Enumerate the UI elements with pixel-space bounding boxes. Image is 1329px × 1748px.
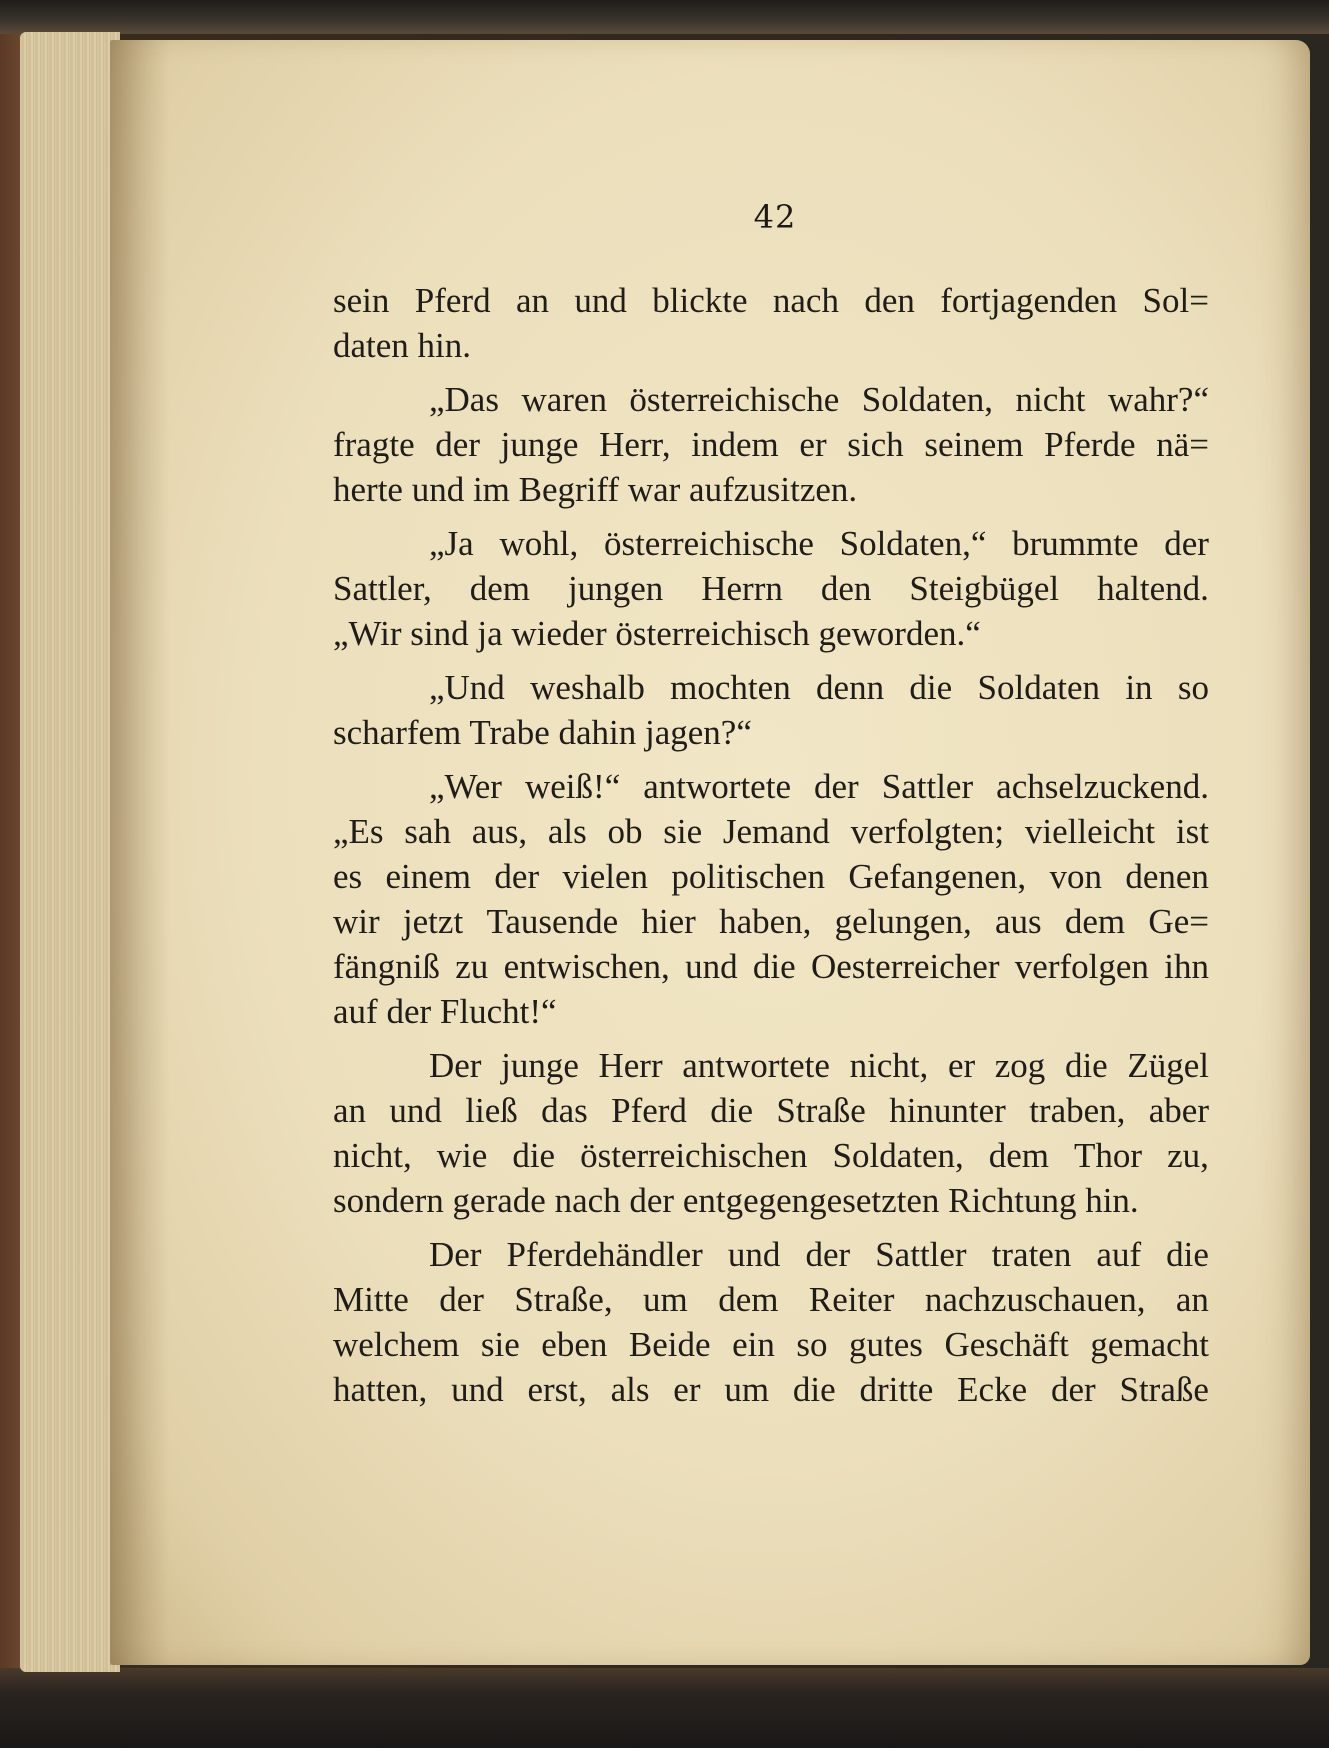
text-line [333, 809, 1209, 854]
word: zu, [1167, 1136, 1209, 1175]
word: als [610, 1370, 650, 1409]
word: Soldaten,“ [839, 524, 987, 563]
word: er [947, 1046, 976, 1085]
text-line: auf der Flucht!“ [333, 992, 557, 1031]
word: Reiter [808, 1280, 895, 1319]
word: Thor [1074, 1136, 1143, 1175]
word: die [1166, 1235, 1209, 1274]
word: um [643, 1280, 688, 1319]
word: welchem [333, 1325, 460, 1364]
word: nach [772, 281, 839, 320]
word: antwortete [682, 1046, 830, 1085]
word: österreichischen [580, 1136, 808, 1175]
word: Geschäft [944, 1325, 1069, 1364]
word: verfolgten; [850, 812, 1005, 851]
word: es [333, 857, 363, 896]
word: der [494, 857, 540, 896]
word: Sol= [1142, 281, 1209, 320]
word: Herrn [701, 569, 783, 608]
word: die [1064, 1046, 1108, 1085]
word: um [724, 1370, 770, 1409]
text-line [333, 854, 1209, 899]
text-line: scharfem Trabe dahin jagen?“ [333, 713, 752, 752]
text-line [333, 422, 1209, 467]
word: achselzuckend. [996, 767, 1209, 806]
word: nicht, [849, 1046, 929, 1085]
word: an [515, 281, 549, 320]
word: ihn [1164, 947, 1209, 986]
word: denn [816, 668, 885, 707]
word: denen [1125, 857, 1209, 896]
text-line [333, 566, 1209, 611]
word: haltend. [1097, 569, 1209, 608]
word: dem [988, 1136, 1050, 1175]
word: aus, [471, 812, 528, 851]
word: Mitte [333, 1280, 409, 1319]
word: nä= [1156, 425, 1209, 464]
word: sie [480, 1325, 520, 1364]
text-line [333, 764, 1209, 809]
word: Tausende [486, 902, 619, 941]
word: brummte [1012, 524, 1139, 563]
word: „Wer [429, 767, 502, 806]
word: entwischen, [503, 947, 670, 986]
text-line [333, 278, 1209, 323]
word: die [792, 1370, 836, 1409]
word: Soldaten, [861, 380, 994, 419]
word: aber [1148, 1091, 1209, 1130]
word: weshalb [530, 668, 645, 707]
word: Sattler, [333, 569, 432, 608]
word: hinunter [889, 1091, 1006, 1130]
word: der [814, 767, 859, 806]
word: „Das [429, 380, 499, 419]
word: dem [469, 569, 530, 608]
word: fragte [333, 425, 415, 464]
word: wie [436, 1136, 488, 1175]
word: die [752, 947, 796, 986]
word: sich [847, 425, 904, 464]
text-line [333, 377, 1209, 422]
word: weiß!“ [525, 767, 621, 806]
word: Pferd [414, 281, 491, 320]
word: dem [1064, 902, 1126, 941]
word: junge [500, 425, 579, 464]
word: nachzuschauen, [924, 1280, 1146, 1319]
word: ob [607, 812, 643, 851]
word: die [512, 1136, 556, 1175]
text-line [333, 665, 1209, 710]
text-line [333, 1367, 1209, 1412]
word: der [1164, 524, 1209, 563]
word: zu [455, 947, 489, 986]
text-line [333, 1277, 1209, 1322]
word: als [547, 812, 587, 851]
word: er [673, 1370, 701, 1409]
word: wir [333, 902, 380, 941]
word: und [451, 1370, 504, 1409]
word: mochten [670, 668, 791, 707]
word: österreichische [629, 380, 840, 419]
word: gelungen, [834, 902, 972, 941]
word: Pferd [611, 1091, 687, 1130]
word: vielleicht [1024, 812, 1156, 851]
word: Beide [628, 1325, 711, 1364]
word: waren [521, 380, 607, 419]
word: das [541, 1091, 588, 1130]
word: Pferdehändler [506, 1235, 703, 1274]
text-line: „Wir sind ja wieder österreichisch geworden.“ [333, 614, 981, 653]
word: Steigbügel [909, 569, 1060, 608]
word: Straße, [514, 1280, 613, 1319]
word: „Ja [429, 524, 474, 563]
word: sie [663, 812, 703, 851]
word: fängniß [333, 947, 440, 986]
word: ließ [465, 1091, 518, 1130]
word: gemacht [1090, 1325, 1209, 1364]
word: Ge= [1148, 902, 1209, 941]
word: erst, [527, 1370, 587, 1409]
word: er [799, 425, 827, 464]
word: traben, [1029, 1091, 1126, 1130]
word: Soldaten [977, 668, 1100, 707]
word: an [1175, 1280, 1209, 1319]
word: Zügel [1127, 1046, 1209, 1085]
word: Straße [1119, 1370, 1209, 1409]
book-cover-bottom [0, 1668, 1329, 1748]
page-number: 42 [753, 198, 797, 236]
word: hatten, [333, 1370, 428, 1409]
word: Straße [776, 1091, 866, 1130]
text-line [333, 899, 1209, 944]
word: Oesterreicher [811, 947, 1000, 986]
word: hier [641, 902, 696, 941]
text-line [333, 1133, 1209, 1178]
word: traten [991, 1235, 1072, 1274]
word: wohl, [499, 524, 579, 563]
word: wahr?“ [1107, 380, 1209, 419]
word: und [389, 1091, 442, 1130]
word: „Und [429, 668, 505, 707]
word: zog [994, 1046, 1046, 1085]
word: Herr, [599, 425, 671, 464]
word: so [1177, 668, 1209, 707]
word: Sattler [881, 767, 974, 806]
word: eben [541, 1325, 608, 1364]
text-line: sondern gerade nach der entgegengesetzten Richtung hin. [333, 1181, 1139, 1220]
word: der [805, 1235, 851, 1274]
body-text [333, 278, 1209, 1412]
word: einem [385, 857, 472, 896]
word: jungen [567, 569, 664, 608]
word: „Es [333, 812, 384, 851]
word: politischen [671, 857, 825, 896]
gutter-shadow [110, 40, 170, 1665]
word: so [796, 1325, 828, 1364]
text-line: daten hin. [333, 326, 472, 365]
word: indem [691, 425, 779, 464]
word: fortjagenden [940, 281, 1118, 320]
word: junge [501, 1046, 579, 1085]
word: dritte [859, 1370, 934, 1409]
page-edges [20, 32, 120, 1672]
word: ein [732, 1325, 775, 1364]
word: jetzt [402, 902, 464, 941]
word: österreichische [603, 524, 814, 563]
word: antwortete [643, 767, 791, 806]
word: den [820, 569, 872, 608]
word: seinem [924, 425, 1024, 464]
word: und [685, 947, 738, 986]
word: an [333, 1091, 367, 1130]
word: Sattler [875, 1235, 967, 1274]
text-line [333, 1088, 1209, 1133]
word: Herr [598, 1046, 663, 1085]
word: Der [429, 1046, 482, 1085]
word: der [1050, 1370, 1096, 1409]
word: ist [1175, 812, 1209, 851]
text-line [333, 1322, 1209, 1367]
word: auf [1096, 1235, 1142, 1274]
word: verfolgen [1014, 947, 1149, 986]
text-line: herte und im Begriff war aufzusitzen. [333, 470, 858, 509]
word: blickte [652, 281, 748, 320]
word: gutes [849, 1325, 923, 1364]
word: Der [429, 1235, 482, 1274]
word: Ecke [957, 1370, 1028, 1409]
word: Jemand [722, 812, 830, 851]
word: die [909, 668, 953, 707]
word: Pferde [1044, 425, 1136, 464]
text-line [333, 521, 1209, 566]
word: nicht [1015, 380, 1086, 419]
word: Soldaten, [832, 1136, 964, 1175]
text-line [333, 1232, 1209, 1277]
word: Gefangenen, [848, 857, 1027, 896]
word: den [864, 281, 915, 320]
word: haben, [719, 902, 812, 941]
word: sein [333, 281, 390, 320]
text-line [333, 944, 1209, 989]
word: vielen [562, 857, 648, 896]
book-cover-top [0, 0, 1329, 34]
word: der [439, 1280, 484, 1319]
word: nicht, [333, 1136, 412, 1175]
word: und [574, 281, 627, 320]
word: sah [404, 812, 451, 851]
word: von [1049, 857, 1102, 896]
word: der [435, 425, 480, 464]
word: und [727, 1235, 781, 1274]
text-line [333, 1043, 1209, 1088]
word: die [710, 1091, 754, 1130]
word: in [1125, 668, 1153, 707]
word: aus [994, 902, 1042, 941]
word: dem [718, 1280, 779, 1319]
